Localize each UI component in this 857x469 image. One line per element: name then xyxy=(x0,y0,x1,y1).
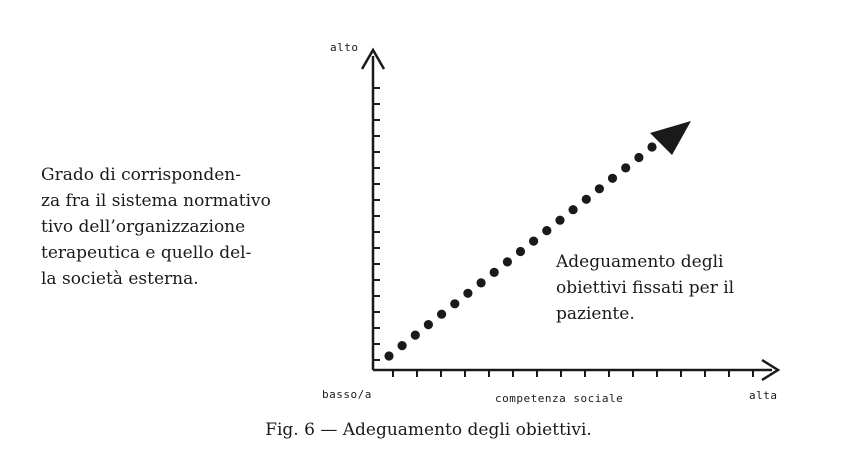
figure-caption: Fig. 6 — Adeguamento degli obiettivi. xyxy=(265,420,592,440)
trend-dot xyxy=(529,237,538,246)
trend-dot xyxy=(384,351,393,360)
trend-dot xyxy=(569,205,578,214)
trend-dot xyxy=(542,226,551,235)
trend-dot xyxy=(503,257,512,266)
origin-label: basso/a xyxy=(322,388,372,401)
trend-dot xyxy=(555,216,564,225)
trend-dot xyxy=(437,310,446,319)
x-axis-title: competenza sociale xyxy=(495,392,624,405)
trend-dot xyxy=(424,320,433,329)
trend-dot xyxy=(516,247,525,256)
trend-dot xyxy=(463,289,472,298)
right-description-line: paziente. xyxy=(556,304,635,324)
left-description-line: za fra il sistema normativo xyxy=(41,191,271,211)
left-description-line: terapeutica e quello del- xyxy=(41,243,252,263)
trend-dot xyxy=(450,299,459,308)
trend-dot xyxy=(595,184,604,193)
left-description-line: la società esterna. xyxy=(41,269,199,289)
right-description-line: Adeguamento degli xyxy=(556,252,724,272)
right-description-line: obiettivi fissati per il xyxy=(556,278,735,298)
trend-dot xyxy=(411,331,420,340)
trend-dot xyxy=(621,163,630,172)
trend-dot xyxy=(634,153,643,162)
trend-dot xyxy=(608,174,617,183)
trend-dot xyxy=(582,195,591,204)
right-description xyxy=(556,249,796,327)
left-description-line: tivo dell’organizzazione xyxy=(41,217,246,237)
left-description-line: Grado di corrisponden- xyxy=(41,165,241,185)
trend-arrowhead xyxy=(650,121,691,155)
left-description xyxy=(41,162,291,292)
y-axis-top-label: alto xyxy=(330,41,359,54)
trend-dot xyxy=(490,268,499,277)
trend-dot xyxy=(647,142,656,151)
trend-dot xyxy=(477,278,486,287)
trend-dot xyxy=(398,341,407,350)
x-axis-end-label: alta xyxy=(749,389,778,402)
